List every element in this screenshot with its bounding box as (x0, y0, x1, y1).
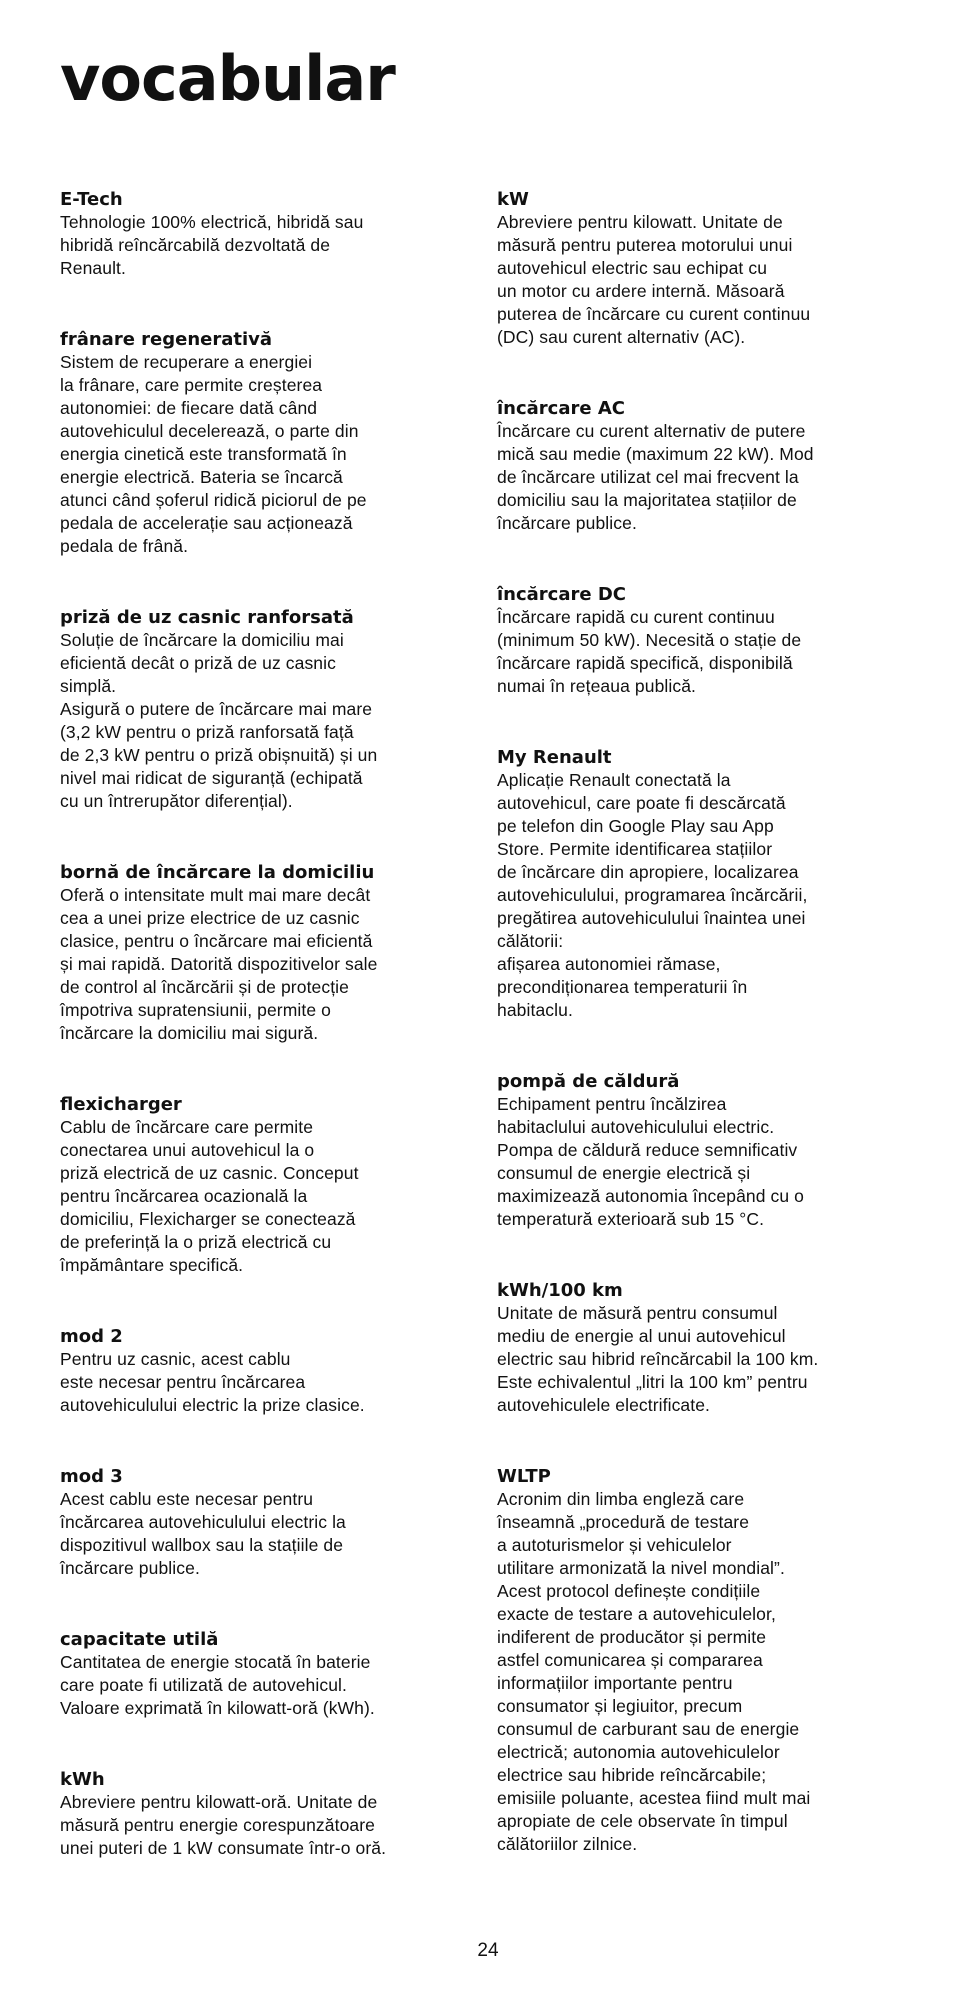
glossary-term: mod 2 (60, 1326, 123, 1347)
glossary-definition: Abreviere pentru kilowatt. Unitate de măsură pentru puterea motorului unui autovehicul electric sau echipat cu un motor cu ardere internă. Măsoară puterea de încărcare cu curent continuu (DC) sau curent alternativ (AC). (497, 212, 811, 347)
glossary-entry-capacitate-utila (60, 1628, 490, 1720)
glossary-entry-mod-3 (60, 1465, 490, 1580)
glossary-entry-kwh (60, 1768, 490, 1860)
glossary-definition: Acronim din limba engleză care înseamnă „procedură de testare a autoturismelor și vehiculelor utilitare armonizată la nivel mondial”. Acest protocol definește condițiile exacte de testare a autovehiculelor, indiferent de producător și permite astfel comunicarea și compararea informațiilor importante pentru consumator și legiuitor, precum consumul de carburant sau de energie electrică; autonomia autovehiculelor electrice sau hibride reîncărcabile; emisiile poluante, acestea fiind mult mai apropiate de cele observate în timpul călătoriilor zilnice. (497, 1489, 811, 1854)
glossary-term: My Renault (497, 747, 612, 768)
glossary-definition: Abreviere pentru kilowatt-oră. Unitate de măsură pentru energie corespunzătoare unei puteri de 1 kW consumate într-o oră. (60, 1792, 387, 1858)
glossary-definition: Încărcare rapidă cu curent continuu (minimum 50 kW). Necesită o stație de încărcare rapidă specifică, disponibilă numai în rețeaua publică. (497, 607, 802, 696)
glossary-definition: Pentru uz casnic, acest cablu este necesar pentru încărcarea autovehiculului electric la prize clasice. (60, 1349, 365, 1415)
page-number: 24 (477, 1940, 499, 1961)
glossary-term: WLTP (497, 1466, 551, 1487)
glossary-term: mod 3 (60, 1466, 123, 1487)
glossary-definition: Acest cablu este necesar pentru încărcarea autovehiculului electric la dispozitivul wallbox sau la stațiile de încărcare publice. (60, 1489, 346, 1578)
glossary-term: capacitate utilă (60, 1629, 219, 1650)
left-column (60, 188, 490, 1860)
glossary-definition: Oferă o intensitate mult mai mare decât cea a unei prize electrice de uz casnic clasice, pentru o încărcare mai eficientă și mai rapidă. Datorită dispozitivelor sale de control al încărcării și de protecție împotriva supratensiunii, permite o încărcare la domiciliu mai sigură. (60, 885, 378, 1043)
glossary-term: încărcare AC (497, 398, 625, 419)
glossary-definition: Echipament pentru încălzirea habitaclului autovehiculului electric. Pompa de căldură reduce semnificativ consumul de energie electrică și maximizează autonomia începând cu o temperatură exterioară sub 15 °C. (497, 1094, 805, 1229)
glossary-entry-borna-incarcare (60, 861, 490, 1045)
glossary-entry-pompa-caldura (497, 1070, 917, 1231)
right-column (497, 188, 917, 1856)
glossary-entry-wltp (497, 1465, 917, 1856)
glossary-entry-priza-ranforsata (60, 606, 490, 813)
glossary-term: kWh (60, 1769, 105, 1790)
glossary-term: priză de uz casnic ranforsată (60, 607, 354, 628)
glossary-term: flexicharger (60, 1094, 182, 1115)
glossary-entry-incarcare-ac (497, 397, 917, 535)
glossary-term: bornă de încărcare la domiciliu (60, 862, 375, 883)
glossary-definition: Încărcare cu curent alternativ de putere mică sau medie (maximum 22 kW). Mod de încărcare utilizat cel mai frecvent la domiciliu sau la majoritatea stațiilor de încărcare publice. (497, 421, 814, 533)
glossary-entry-my-renault (497, 746, 917, 1022)
glossary-entry-incarcare-dc (497, 583, 917, 698)
glossary-definition: Cablu de încărcare care permite conectarea unui autovehicul la o priză electrică de uz casnic. Conceput pentru încărcarea ocazională la domiciliu, Flexicharger se conectează de preferință la o priză electrică cu împământare specifică. (60, 1117, 359, 1275)
glossary-entry-mod-2 (60, 1325, 490, 1417)
glossary-entry-kw (497, 188, 917, 349)
glossary-definition: Unitate de măsură pentru consumul mediu de energie al unui autovehicul electric sau hibrid reîncărcabil la 100 km. Este echivalentul „litri la 100 km” pentru autovehiculele electrificate. (497, 1303, 819, 1415)
glossary-term: încărcare DC (497, 584, 626, 605)
glossary-term: E-Tech (60, 189, 123, 210)
glossary-term: pompă de căldură (497, 1071, 680, 1092)
glossary-entry-kwh-100km (497, 1279, 917, 1417)
page-title: vocabular (60, 42, 395, 115)
glossary-definition: Tehnologie 100% electrică, hibridă sau hibridă reîncărcabilă dezvoltată de Renault. (60, 212, 364, 278)
glossary-entry-e-tech (60, 188, 490, 280)
glossary-definition: Soluție de încărcare la domiciliu mai eficientă decât o priză de uz casnic simplă. Asigură o putere de încărcare mai mare (3,2 kW pentru o priză ranforsată față de 2,3 kW pentru o priză obișnuită) și un nivel mai ridicat de siguranță (echipată cu un întrerupător diferențial). (60, 630, 378, 811)
glossary-term: kW (497, 189, 529, 210)
glossary-definition: Cantitatea de energie stocată în baterie care poate fi utilizată de autovehicul. Valoare exprimată în kilowatt-oră (kWh). (60, 1652, 375, 1718)
glossary-definition: Aplicație Renault conectată la autovehicul, care poate fi descărcată pe telefon din Google Play sau App Store. Permite identificarea stațiilor de încărcare din apropiere, localizarea autovehiculului, programarea încărcării, pregătirea autovehiculului înaintea unei călătorii: afișarea autonomiei rămase, precondiționarea temperaturii în habitaclu. (497, 770, 808, 1020)
glossary-entry-flexicharger (60, 1093, 490, 1277)
glossary-term: frânare regenerativă (60, 329, 273, 350)
glossary-definition: Sistem de recuperare a energiei la frânare, care permite creșterea autonomiei: de fiecare dată când autovehiculul decelerează, o parte din energia cinetică este transformată în energie electrică. Bateria se încarcă atunci când șoferul ridică piciorul de pe pedala de accelerație sau acționează pedala de frână. (60, 352, 367, 556)
glossary-entry-franare-regenerativa (60, 328, 490, 558)
glossary-term: kWh/100 km (497, 1280, 623, 1301)
